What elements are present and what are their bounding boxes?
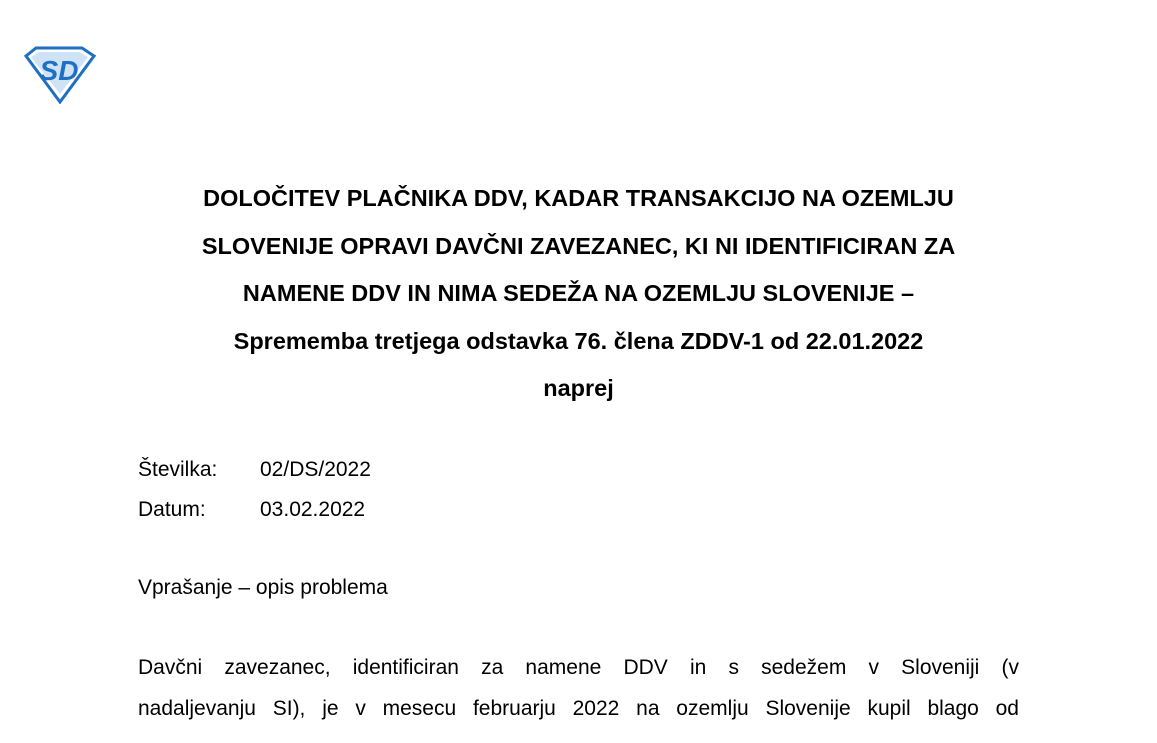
number-label: Številka:	[138, 458, 218, 481]
title-line-5: naprej	[543, 375, 614, 401]
company-logo-icon	[22, 46, 96, 104]
title-line-1: DOLOČITEV PLAČNIKA DDV, KADAR TRANSAKCIJO NA OZEMLJU	[203, 185, 954, 211]
date-value: 03.02.2022	[260, 498, 366, 521]
meta-number-row	[138, 450, 371, 490]
section-heading: Vprašanje – opis problema	[138, 576, 388, 599]
document-title	[120, 175, 1037, 413]
body-line-2: nadaljevanju SI), je v mesecu februarju 2022 na ozemlju Slovenije kupil blago od	[138, 696, 1019, 720]
number-value: 02/DS/2022	[260, 458, 371, 481]
date-label: Datum:	[138, 498, 206, 521]
title-line-4: Sprememba tretjega odstavka 76. člena ZDDV-1 od 22.01.2022	[233, 327, 924, 354]
body-line-1: Davčni zavezanec, identificiran za namene DDV in s sedežem v Sloveniji (v	[138, 656, 1019, 679]
svg-text:SD: SD	[39, 55, 79, 86]
title-line-2: SLOVENIJE OPRAVI DAVČNI ZAVEZANEC, KI NI IDENTIFICIRAN ZA	[201, 232, 956, 259]
document-meta	[138, 450, 371, 530]
title-line-3: NAMENE DDV IN NIMA SEDEŽA NA OZEMLJU SLOVENIJE –	[242, 280, 915, 306]
body-paragraph	[138, 648, 1019, 729]
meta-date-row	[138, 490, 371, 530]
